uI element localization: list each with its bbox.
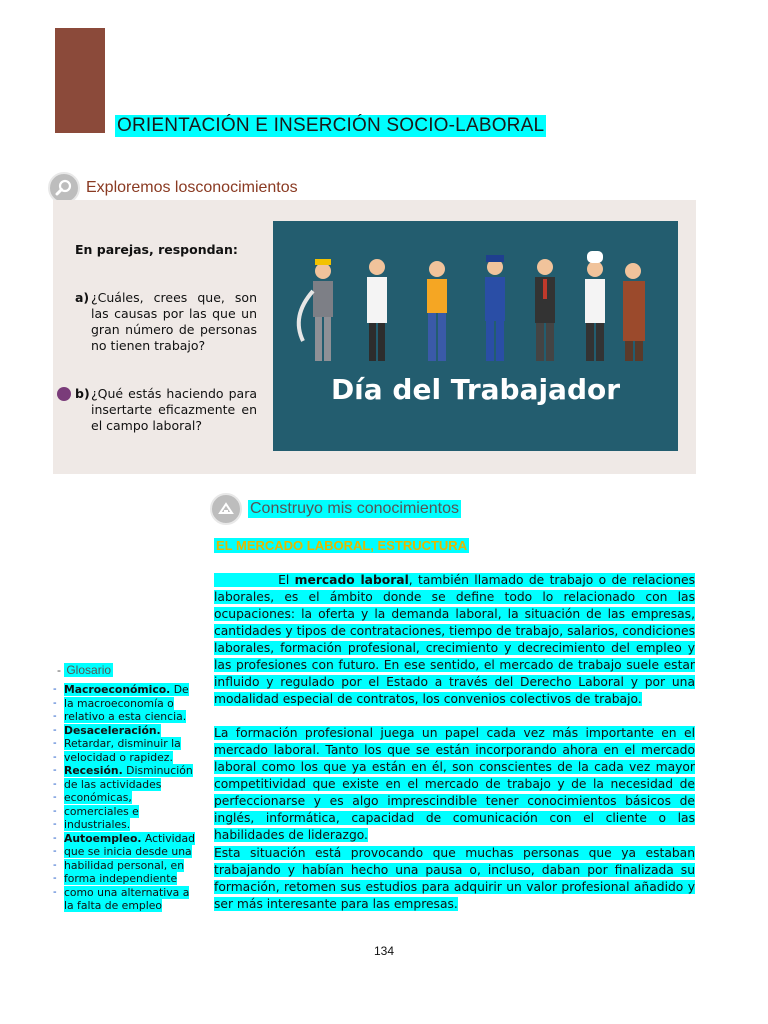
section-subtitle: EL MERCADO LABORAL, ESTRUCTURA: [216, 538, 468, 553]
question-b: [75, 386, 257, 434]
building-blocks-icon: [210, 493, 242, 525]
paragraph-1-term: mercado laboral: [294, 573, 409, 587]
glossary-term: Macroeconómico.: [64, 683, 171, 696]
glossary-term: Autoempleo.: [64, 831, 142, 845]
glossary-term: Recesión.: [64, 764, 123, 777]
question-b-text: ¿Qué estás haciendo para insertarte eficazmente en el campo laboral?: [91, 386, 257, 433]
page-number: 134: [373, 944, 395, 958]
question-b-letter: b): [75, 386, 90, 401]
question-a-letter: a): [75, 290, 90, 305]
glossary-definition: Disminución de las actividades económicas, comerciales e industriales.: [64, 764, 193, 831]
explore-heading: Exploremos losconocimientos: [86, 179, 298, 196]
workers-day-poster: [273, 221, 678, 451]
construyo-heading: Construyo mis conocimientos: [250, 500, 459, 517]
workers-illustration: [273, 221, 678, 361]
glossary-definition: Retardar, disminuir la velocidad o rapidez.: [64, 737, 181, 764]
group-activity-icon: [57, 387, 71, 401]
page-title: ORIENTACIÓN E INSERCIÓN SOCIO-LABORAL: [117, 115, 545, 136]
glossary-bullet-column: - - - - - - - - - - - - - - - -: [53, 683, 57, 898]
chapter-color-bar: [55, 28, 105, 133]
explore-intro: En parejas, respondan:: [75, 242, 238, 257]
paragraph-3: [214, 845, 695, 913]
paragraph-2: [214, 725, 695, 844]
question-a-text: ¿Cuáles, crees que, son las causas por las que un gran número de personas no tienen trabajo?: [91, 290, 257, 353]
paragraph-2-text: La formación profesional juega un papel cada vez más importante en el mercado laboral. Tanto los que se están incorporando ahora en el mercado laboral como los que ya están en él, son conscientes de la cada vez mayor competitividad que existe en el mercado de trabajo y de la necesidad de perfeccionarse y es algo imprescindible tener conocimientos básicos de inglés, informática, capacidad de comunicación con el cliente o las habilidades de liderazgo.: [214, 726, 695, 842]
glossary-list: [64, 683, 196, 913]
question-a: [75, 290, 257, 354]
glossary-term: Desaceleración.: [64, 723, 161, 737]
paragraph-3-text: Esta situación está provocando que muchas personas que ya estaban trabajando y habían hecho una pausa o, incluso, daban por finalizada su formación, retomen sus estudios para adquirir un valor profesional añadido y ser más interesante para las empresas.: [214, 846, 695, 911]
glossary-definition: De la macroeconomía o relativo a esta ciencia.: [64, 683, 189, 723]
glossary-heading: - Glosario: [57, 663, 112, 677]
paragraph-1-lead: El: [278, 573, 295, 587]
poster-title: Día del Trabajador: [330, 373, 621, 406]
paragraph-1: [214, 572, 695, 708]
construyo-section-header: [210, 493, 461, 525]
paragraph-1-text: , también llamado de trabajo o de relaciones laborales, es el ámbito donde se define todo lo relacionado con las ocupaciones: la oferta y la demanda laboral, la situación de las empresas, cantidades y tipos de contrataciones, tiempo de trabajo, salarios, condiciones laborales, formación profesional, crecimiento y decrecimiento del empleo y las profesiones con futuro. En ese sentido, el mercado de trabajo suele estar influido y regulado por el Estado a través del Derecho Laboral y por una modalidad especial de contratos, los convenios colectivos de trabajo.: [214, 573, 695, 706]
glossary-definition: Actividad que se inicia desde una habilidad personal, en forma independiente como una alternativa a la falta de empleo: [64, 831, 195, 912]
